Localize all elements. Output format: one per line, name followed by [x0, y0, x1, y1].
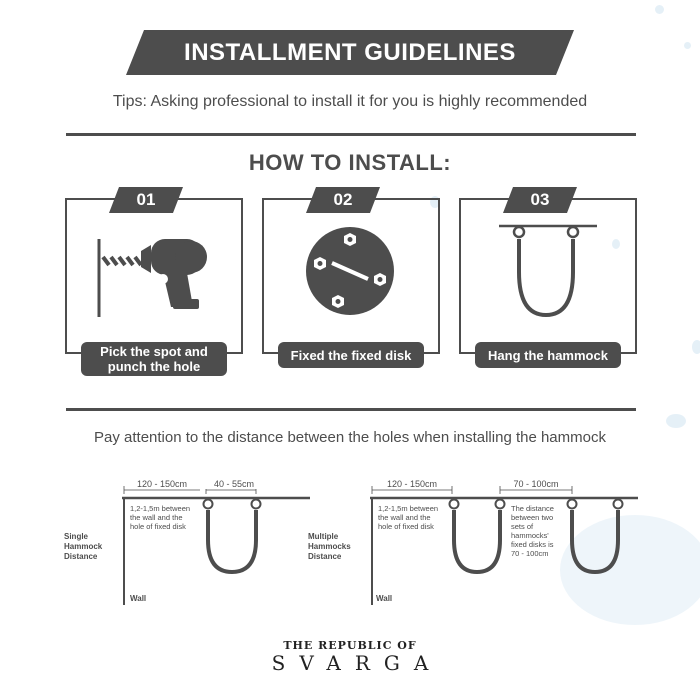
tips-text: Tips: Asking professional to install it for you is highly recommended [112, 93, 588, 110]
how-to-title: HOW TO INSTALL: [248, 150, 452, 175]
dimension-wall-to-hole: 120 - 150cm [126, 479, 198, 489]
single-hammock-diagram [110, 480, 320, 610]
multiple-hammocks-diagram [362, 480, 642, 610]
single-note: 1,2-1,5m between the wall and the hole of fixed disk [130, 504, 191, 531]
title-banner [126, 30, 574, 75]
step-1 [65, 187, 243, 383]
wall-label: Wall [376, 594, 393, 603]
bg-splash [666, 414, 686, 428]
single-side-label: Single Hammock Distance [64, 532, 103, 561]
wall-label: Wall [130, 594, 147, 603]
step-number: 01 [136, 190, 156, 209]
dimension-wall-to-hole: 120 - 150cm [376, 479, 448, 489]
step-label: Hang the hammock [475, 342, 621, 368]
step-number-tag [109, 187, 183, 213]
fixed-disk-icon [262, 217, 440, 327]
step-number: 02 [333, 190, 353, 209]
step-number-tag [503, 187, 577, 213]
hammock-icon [459, 217, 637, 327]
step-2 [262, 187, 440, 383]
page-title: INSTALLMENT GUIDELINES [184, 39, 516, 66]
dimension-hammock-width: 40 - 55cm [204, 479, 264, 489]
divider [66, 408, 636, 411]
divider [66, 133, 636, 136]
drill-icon [65, 217, 243, 327]
brand-logo: SVARGA [271, 651, 443, 675]
brand-tagline: THE REPUBLIC OF [283, 639, 417, 652]
step-label: Fixed the fixed disk [278, 342, 424, 368]
multiple-between-note: The distance between two sets of hammocks' fixed disks is 70 - 100cm [511, 504, 554, 558]
bg-splash [655, 5, 664, 14]
dimension-between-hammocks: 70 - 100cm [503, 479, 569, 489]
step-number-tag [306, 187, 380, 213]
bg-splash [692, 340, 700, 354]
bg-splash [684, 42, 691, 49]
step-3 [459, 187, 637, 383]
multiple-side-label: Multiple Hammocks Distance [308, 532, 351, 561]
multiple-note: 1,2-1,5m between the wall and the hole of fixed disk [378, 504, 439, 531]
step-number: 03 [530, 190, 550, 209]
step-label: Pick the spot and punch the hole [81, 342, 227, 376]
attention-text: Pay attention to the distance between the holes when installing the hammock [94, 429, 606, 446]
